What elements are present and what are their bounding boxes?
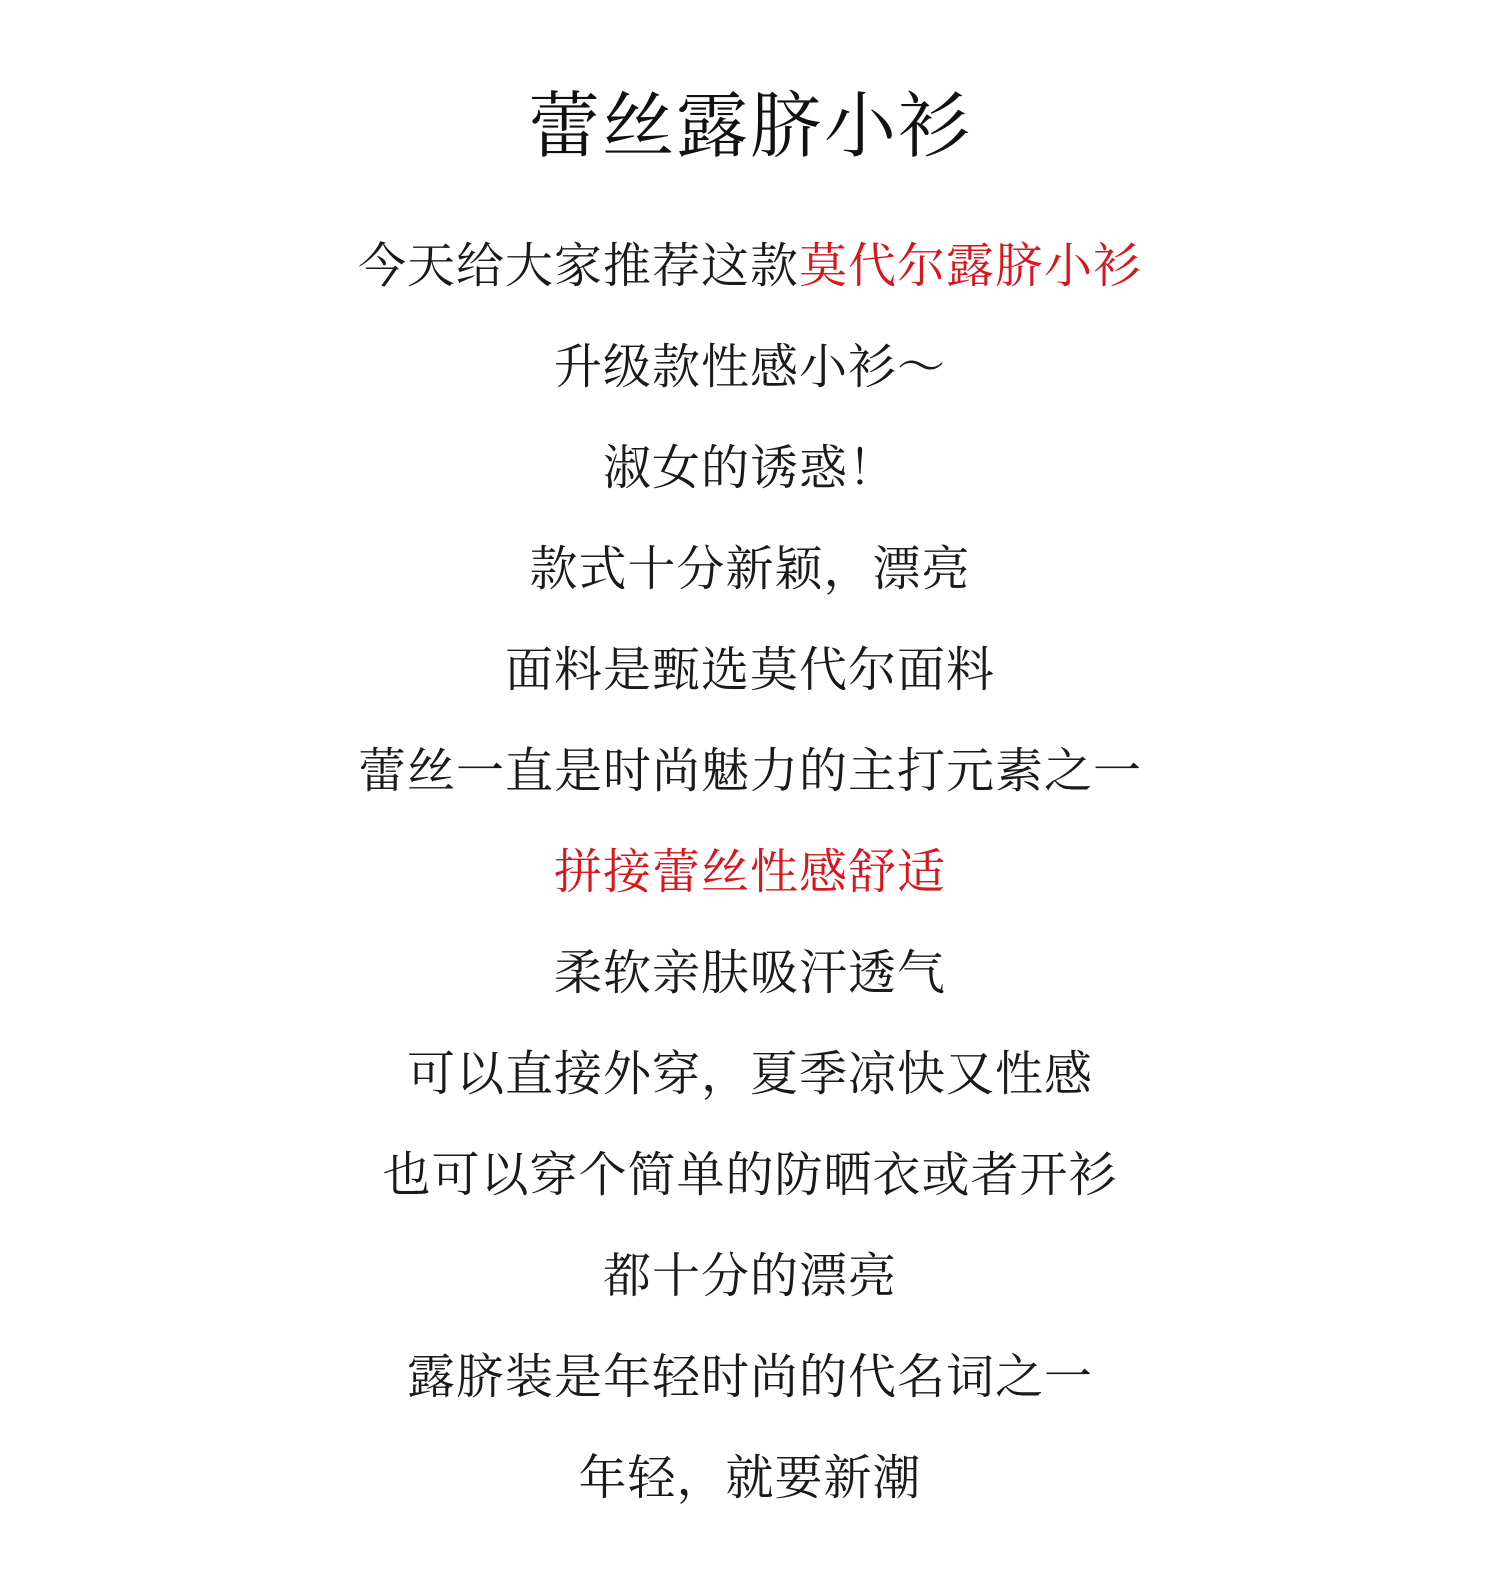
line-highlight-text: 拼接蕾丝性感舒适 — [553, 844, 946, 900]
line-text: 也可以穿个简单的防晒衣或者开衫 — [382, 1147, 1118, 1203]
description-line-4 — [0, 519, 1500, 620]
description-line-13 — [0, 1428, 1500, 1529]
line-text: 款式十分新颖，漂亮 — [529, 541, 971, 597]
line-highlight-text: 莫代尔露脐小衫 — [799, 238, 1143, 294]
description-line-8 — [0, 923, 1500, 1024]
description-line-12 — [0, 1327, 1500, 1428]
description-line-3 — [0, 418, 1500, 519]
page-title: 蕾丝露脐小衫 — [527, 84, 972, 168]
line-text: 淑女的诱惑！ — [602, 440, 897, 496]
line-text: 柔软亲肤吸汗透气 — [553, 945, 946, 1001]
description-line-11 — [0, 1226, 1500, 1327]
description-line-9 — [0, 1024, 1500, 1125]
line-text: 今天给大家推荐这款 — [357, 238, 799, 294]
description-line-7 — [0, 822, 1500, 923]
line-text: 年轻，就要新潮 — [578, 1450, 922, 1506]
line-text: 可以直接外穿，夏季凉快又性感 — [406, 1046, 1093, 1102]
line-text: 升级款性感小衫～ — [553, 339, 946, 395]
description-line-6 — [0, 721, 1500, 822]
line-text: 面料是甄选莫代尔面料 — [504, 642, 995, 698]
description-line-10 — [0, 1125, 1500, 1226]
description-line-5 — [0, 620, 1500, 721]
line-text: 露脐装是年轻时尚的代名词之一 — [406, 1349, 1093, 1405]
description-line-2 — [0, 317, 1500, 418]
description-lines — [0, 216, 1500, 1529]
description-line-1 — [0, 216, 1500, 317]
line-text: 蕾丝一直是时尚魅力的主打元素之一 — [357, 743, 1142, 799]
line-text: 都十分的漂亮 — [602, 1248, 897, 1304]
